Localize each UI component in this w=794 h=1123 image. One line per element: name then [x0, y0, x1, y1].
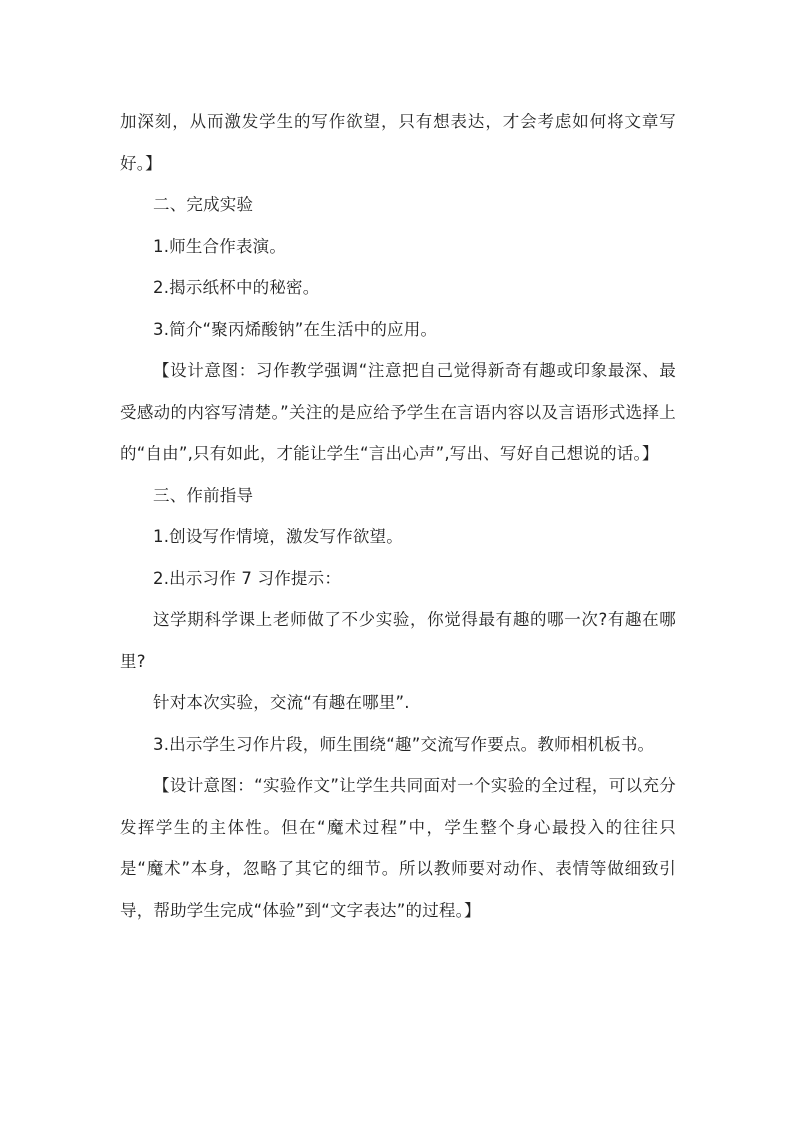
list-item: 2.揭示纸杯中的秘密。	[153, 278, 320, 297]
section-heading-complete-experiment: 二、完成实验	[153, 195, 254, 214]
paragraph: 针对本次实验，交流“有趣在哪里”.	[153, 693, 410, 712]
writing-prompt: 这学期科学课上老师做了不少实验，你觉得最有趣的哪一次?有趣在哪里?	[120, 610, 676, 671]
paragraph-continuation: 加深刻，从而激发学生的写作欲望，只有想表达，才会考虑如何将文章写好。】	[120, 112, 676, 173]
document-body	[120, 101, 676, 931]
list-item: 3.出示学生习作片段，师生围绕“趣”交流写作要点。教师相机板书。	[153, 734, 655, 754]
list-item: 1.师生合作表演。	[153, 236, 287, 256]
list-item: 1.创设写作情境，激发写作欲望。	[153, 527, 403, 546]
design-intent-note: 【设计意图：“实验作文”让学生共同面对一个实验的全过程，可以充分发挥学生的主体性。但在“魔术过程”中，学生整个身心最投入的往往只是“魔术”本身，忽略了其它的细节。所以教师要对动作、表情等做细致引导，帮助学生完成“体验”到“文字表达”的过程。】	[120, 776, 676, 920]
list-item: 2.出示习作 7 习作提示：	[153, 568, 342, 588]
section-heading-pre-writing-guidance: 三、作前指导	[153, 485, 254, 505]
design-intent-note: 【设计意图：习作教学强调“注意把自己觉得新奇有趣或印象最深、最受感动的内容写清楚。”关注的是应给予学生在言语内容以及言语形式选择上的“自由”,只有如此，才能让学生“言出心声”,写出、写好自己想说的话。】	[120, 361, 676, 463]
list-item: 3.简介“聚丙烯酸钠”在生活中的应用。	[153, 319, 438, 339]
